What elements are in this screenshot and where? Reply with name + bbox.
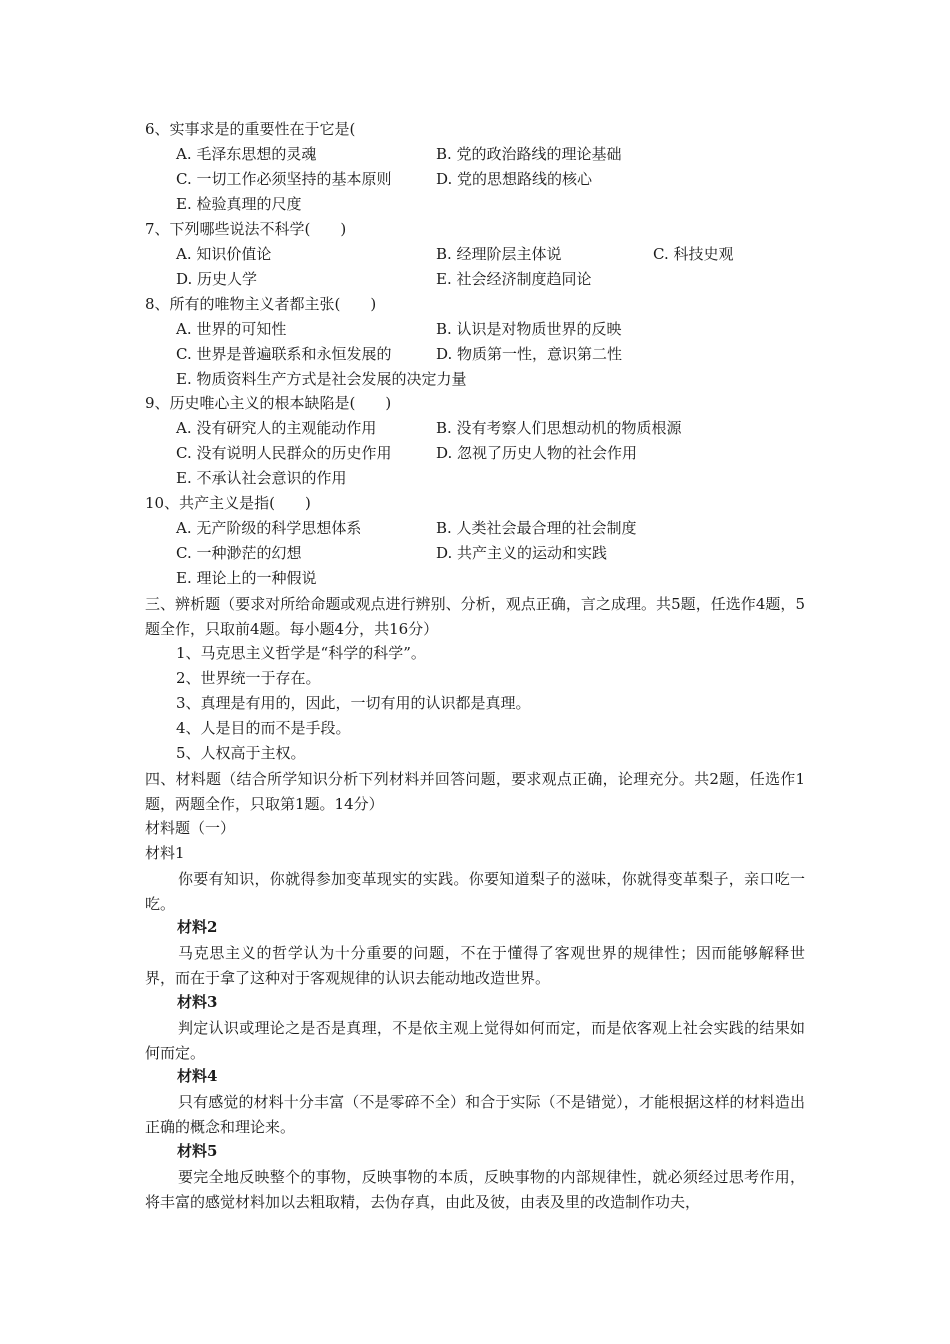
question-7-option-a: A. 知识价值论 <box>176 245 272 263</box>
question-7-option-d: D. 历史人学 <box>176 270 258 288</box>
question-8-stem: 8、所有的唯物主义者都主张( ) <box>145 295 377 313</box>
section-3-item-1: 1、马克思主义哲学是“科学的科学”。 <box>176 644 426 662</box>
material-2-label: 材料2 <box>177 918 218 936</box>
material-3-text: 判定认识或理论之是否是真理，不是依主观上觉得如何而定，而是依客观上社会实践的结果如何而定。 <box>145 1019 805 1062</box>
material-1-label: 材料1 <box>145 844 185 862</box>
question-6-option-c: C. 一切工作必须坚持的基本原则 <box>176 170 392 188</box>
question-10-option-a: A. 无产阶级的科学思想体系 <box>176 519 362 537</box>
question-9-option-a: A. 没有研究人的主观能动作用 <box>176 419 377 437</box>
material-4-label: 材料4 <box>177 1067 218 1085</box>
question-10-stem: 10、共产主义是指( ) <box>145 494 311 512</box>
section-3-item-2: 2、世界统一于存在。 <box>176 669 321 687</box>
question-6-option-a: A. 毛泽东思想的灵魂 <box>176 145 317 163</box>
section-3-heading: 三、辨析题（要求对所给命题或观点进行辨别、分析，观点正确，言之成理。共5题，任选作4题，5题全作，只取前4题。每小题4分，共16分） <box>145 595 805 638</box>
question-8-option-d: D. 物质第一性，意识第二性 <box>436 345 623 363</box>
material-1-text: 你要有知识，你就得参加变革现实的实践。你要知道梨子的滋味，你就得变革梨子，亲口吃一吃。 <box>145 870 805 913</box>
section-4-heading: 四、材料题（结合所学知识分析下列材料并回答问题，要求观点正确，论理充分。共2题，任选作1题，两题全作，只取第1题。14分） <box>145 770 805 813</box>
question-8-option-c: C. 世界是普遍联系和永恒发展的 <box>176 345 392 363</box>
section-3-item-4: 4、人是目的而不是手段。 <box>176 719 351 737</box>
question-9-option-c: C. 没有说明人民群众的历史作用 <box>176 444 392 462</box>
material-5-text: 要完全地反映整个的事物，反映事物的本质，反映事物的内部规律性，就必须经过思考作用，将丰富的感觉材料加以去粗取精，去伪存真，由此及彼，由表及里的改造制作功夫， <box>145 1168 805 1211</box>
section-3-item-3: 3、真理是有用的，因此，一切有用的认识都是真理。 <box>176 694 531 712</box>
question-9-option-b: B. 没有考察人们思想动机的物质根源 <box>436 419 682 437</box>
section-3-item-5: 5、人权高于主权。 <box>176 744 306 762</box>
question-9-option-e: E. 不承认社会意识的作用 <box>176 469 347 487</box>
question-10-option-c: C. 一种渺茫的幻想 <box>176 544 302 562</box>
question-9-stem: 9、历史唯心主义的根本缺陷是( ) <box>145 394 392 412</box>
question-10-option-e: E. 理论上的一种假说 <box>176 569 317 587</box>
question-10-option-b: B. 人类社会最合理的社会制度 <box>436 519 637 537</box>
material-2-text: 马克思主义的哲学认为十分重要的问题，不在于懂得了客观世界的规律性；因而能够解释世界，而在于拿了这种对于客观规律的认识去能动地改造世界。 <box>145 944 805 987</box>
question-10-option-d: D. 共产主义的运动和实践 <box>436 544 608 562</box>
material-section-title: 材料题（一） <box>145 819 236 837</box>
question-8-option-b: B. 认识是对物质世界的反映 <box>436 320 622 338</box>
question-7-option-b: B. 经理阶层主体说 <box>436 245 562 263</box>
question-6-stem: 6、实事求是的重要性在于它是( <box>145 120 356 138</box>
question-7-option-e: E. 社会经济制度趋同论 <box>436 270 592 288</box>
question-9-option-d: D. 忽视了历史人物的社会作用 <box>436 444 638 462</box>
question-7-option-c: C. 科技史观 <box>653 245 734 263</box>
question-8-option-a: A. 世界的可知性 <box>176 320 287 338</box>
material-3-label: 材料3 <box>177 993 218 1011</box>
question-8-option-e: E. 物质资料生产方式是社会发展的决定力量 <box>176 370 467 388</box>
material-4-text: 只有感觉的材料十分丰富（不是零碎不全）和合于实际（不是错觉），才能根据这样的材料造出正确的概念和理论来。 <box>145 1093 805 1136</box>
material-5-label: 材料5 <box>177 1142 218 1160</box>
question-6-option-b: B. 党的政治路线的理论基础 <box>436 145 622 163</box>
question-6-option-d: D. 党的思想路线的核心 <box>436 170 593 188</box>
question-6-option-e: E. 检验真理的尺度 <box>176 195 302 213</box>
question-7-stem: 7、下列哪些说法不科学( ) <box>145 220 347 238</box>
